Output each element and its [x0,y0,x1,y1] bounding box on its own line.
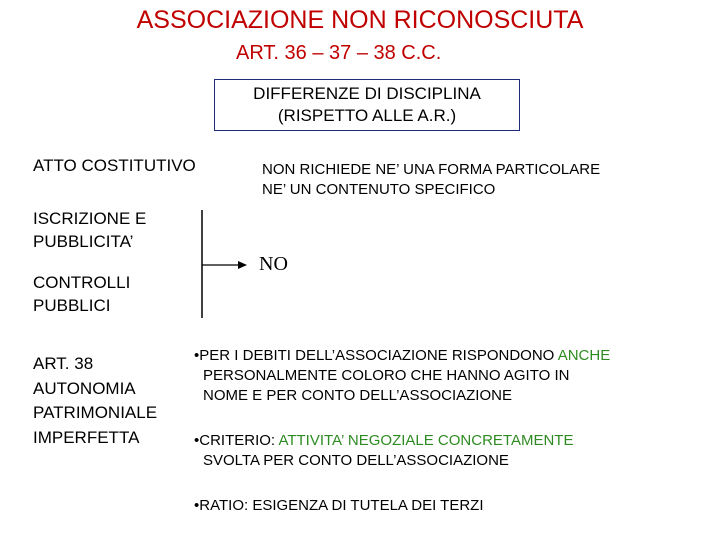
iscrizione-line1: ISCRIZIONE E [33,209,147,228]
art38-line3: PATRIMONIALE [33,403,158,422]
art38-label [33,352,157,450]
bullet-marker: • [194,432,200,449]
controlli-label [33,271,130,317]
iscrizione-label [33,207,146,253]
bracket-arrow [195,208,255,320]
debiti-line3: NOME E PER CONTO DELL’ASSOCIAZIONE [203,387,512,404]
slide-subtitle: ART. 36 – 37 – 38 C.C. [236,42,442,64]
differences-box-line2: (RISPETTO ALLE A.R.) [277,106,457,125]
art38-line2: AUTONOMIA [33,378,136,398]
bullet-marker: • [194,497,200,514]
debiti-line1: PER I DEBITI DELL’ASSOCIAZIONE RISPONDONO [199,347,558,364]
iscrizione-line2: PUBBLICITA’ [33,232,134,251]
art38-line4: IMPERFETTA [33,427,140,447]
differences-box-line1: DIFFERENZE DI DISCIPLINA [253,84,481,103]
criterio-highlight: ATTIVITA’ NEGOZIALE CONCRETAMENTE [278,432,574,449]
atto-desc-line1: NON RICHIEDE NE’ UNA FORMA PARTICOLARE [262,161,601,178]
bullet-criterio [194,431,573,471]
no-answer: NO [259,253,288,275]
criterio-label: CRITERIO: [199,432,279,449]
atto-costitutivo-desc [262,160,600,200]
controlli-line2: PUBBLICI [33,296,111,315]
ratio-line: RATIO: ESIGENZA DI TUTELA DEI TERZI [199,497,484,514]
bullet-debiti [194,346,610,406]
debiti-highlight: ANCHE [557,347,611,364]
art38-line1: ART. 38 [33,354,94,373]
atto-desc-line2: NE’ UN CONTENUTO SPECIFICO [262,181,496,198]
bullet-marker: • [194,347,200,364]
controlli-line1: CONTROLLI [33,273,131,292]
arrow-head-icon [238,261,247,269]
bullet-ratio [194,496,484,516]
debiti-line2: PERSONALMENTE COLORO CHE HANNO AGITO IN [203,367,570,384]
atto-costitutivo-label: ATTO COSTITUTIVO [33,156,196,175]
criterio-line2: SVOLTA PER CONTO DELL’ASSOCIAZIONE [203,452,509,469]
slide-title: ASSOCIAZIONE NON RICONOSCIUTA [136,6,584,34]
differences-box [214,79,520,131]
